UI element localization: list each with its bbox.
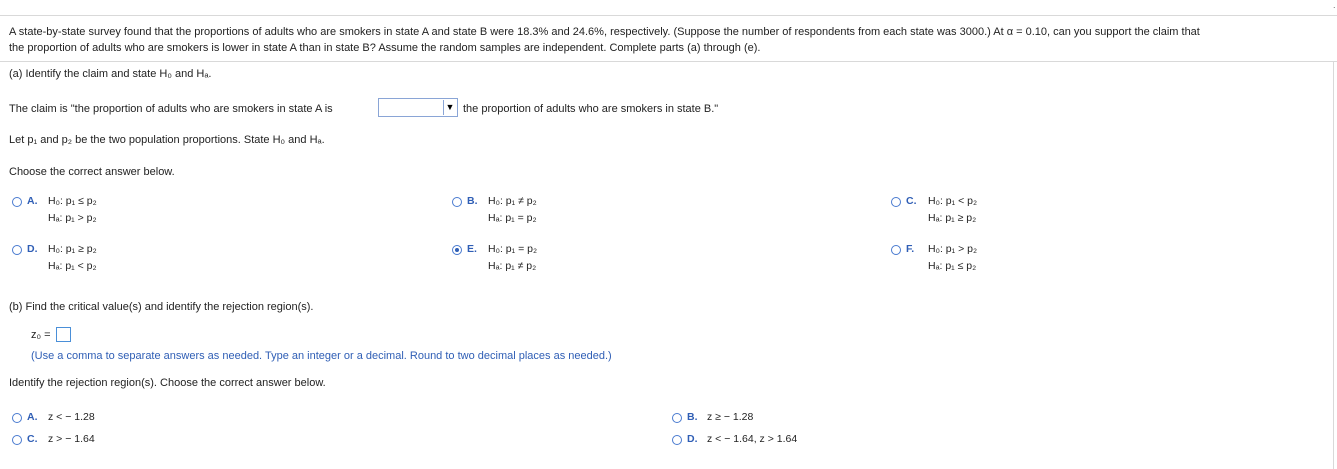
option-f-letter: F.: [906, 243, 915, 255]
option-e-letter: E.: [467, 243, 477, 255]
option-c-h0: H₀: p₁ < p₂: [928, 195, 978, 207]
rejection-b-letter: B.: [687, 411, 698, 423]
part-b-heading: (b) Find the critical value(s) and identify the rejection region(s).: [9, 301, 314, 313]
choose-text: Choose the correct answer below.: [9, 166, 175, 178]
z0-input[interactable]: [56, 327, 71, 342]
part-a-heading: (a) Identify the claim and state H₀ and Hₐ.: [9, 68, 212, 80]
option-b-ha: Hₐ: p₁ = p₂: [488, 212, 537, 224]
rejection-a-text: z < − 1.28: [48, 411, 95, 423]
option-f-hypotheses: [928, 241, 977, 275]
option-a-ha: Hₐ: p₁ > p₂: [48, 212, 97, 224]
option-c-letter: C.: [906, 195, 917, 207]
option-e-ha: Hₐ: p₁ ≠ p₂: [488, 260, 537, 272]
claim-suffix: the proportion of adults who are smokers in state B.": [463, 103, 719, 115]
option-f-radio[interactable]: [891, 245, 901, 255]
corner-mark: .: [1333, 0, 1336, 10]
claim-prefix: The claim is "the proportion of adults who are smokers in state A is: [9, 103, 333, 115]
option-e-hypotheses: [488, 241, 537, 275]
problem-line-1: A state-by-state survey found that the proportions of adults who are smokers in state A and state B were 18.3% and 24.6%, respectively. (Suppose the number of respondents from each state was 3000.) At α = 0.10, can you support the claim that: [9, 26, 1200, 38]
z0-hint: (Use a comma to separate answers as needed. Type an integer or a decimal. Round to two decimal places as needed.): [31, 350, 612, 362]
option-d-ha: Hₐ: p₁ < p₂: [48, 260, 97, 272]
rejection-a-radio[interactable]: [12, 413, 22, 423]
let-text: Let p₁ and p₂ be the two population proportions. State H₀ and Hₐ.: [9, 134, 325, 146]
option-b-radio[interactable]: [452, 197, 462, 207]
problem-statement: [9, 24, 1200, 56]
dropdown-arrow-icon[interactable]: ▼: [443, 100, 456, 115]
section-divider: [0, 61, 1337, 62]
top-divider: [0, 15, 1337, 16]
option-d-h0: H₀: p₁ ≥ p₂: [48, 243, 97, 255]
rejection-c-radio[interactable]: [12, 435, 22, 445]
right-border: [1333, 62, 1334, 469]
option-a-hypotheses: [48, 193, 97, 227]
z0-label: z₀ =: [31, 329, 51, 341]
option-f-h0: H₀: p₁ > p₂: [928, 243, 978, 255]
option-d-letter: D.: [27, 243, 38, 255]
rejection-b-radio[interactable]: [672, 413, 682, 423]
claim-dropdown[interactable]: [378, 98, 458, 117]
option-b-letter: B.: [467, 195, 478, 207]
rejection-a-letter: A.: [27, 411, 38, 423]
option-a-h0: H₀: p₁ ≤ p₂: [48, 195, 97, 207]
rejection-b-text: z ≥ − 1.28: [707, 411, 754, 423]
option-d-hypotheses: [48, 241, 97, 275]
option-b-h0: H₀: p₁ ≠ p₂: [488, 195, 537, 207]
rejection-d-text: z < − 1.64, z > 1.64: [707, 433, 798, 445]
option-e-radio[interactable]: [452, 245, 462, 255]
rejection-d-letter: D.: [687, 433, 698, 445]
rejection-c-text: z > − 1.64: [48, 433, 95, 445]
option-c-ha: Hₐ: p₁ ≥ p₂: [928, 212, 977, 224]
option-c-radio[interactable]: [891, 197, 901, 207]
rejection-d-radio[interactable]: [672, 435, 682, 445]
option-f-ha: Hₐ: p₁ ≤ p₂: [928, 260, 977, 272]
option-e-h0: H₀: p₁ = p₂: [488, 243, 538, 255]
identify-text: Identify the rejection region(s). Choose the correct answer below.: [9, 377, 326, 389]
option-a-radio[interactable]: [12, 197, 22, 207]
option-b-hypotheses: [488, 193, 537, 227]
rejection-c-letter: C.: [27, 433, 38, 445]
option-a-letter: A.: [27, 195, 38, 207]
problem-line-2: the proportion of adults who are smokers is lower in state A than in state B? Assume the random samples are independent. Complete parts (a) through (e).: [9, 42, 761, 54]
option-d-radio[interactable]: [12, 245, 22, 255]
option-c-hypotheses: [928, 193, 977, 227]
